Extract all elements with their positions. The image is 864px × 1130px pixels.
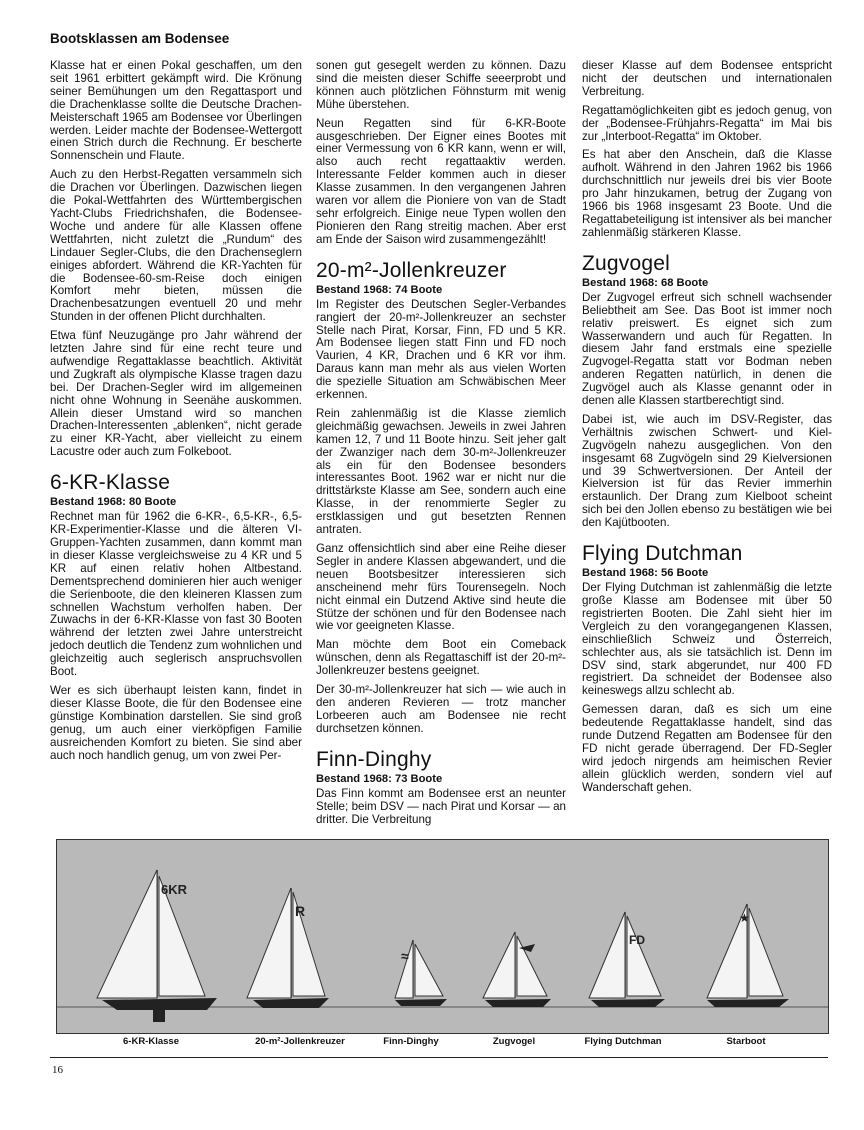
illustration-captions bbox=[56, 1036, 827, 1052]
section-subheading-flying-dutchman: Bestand 1968: 56 Boote bbox=[582, 567, 709, 580]
paragraph: Klasse hat er einen Pokal geschaffen, um den seit 1961 erbittert gekämpft wird. Die Krönung seiner Bemühungen um den Regattasport und die Drachenklasse sollte die Deutsche Drachen-Meisterschaft 1965 am Bodensee vor Überlingen werden. Leider machte der Bodensee-Wettergott einen Strich durch die Rechnung. Er bescherte Sonnenschein und Flaute. bbox=[50, 59, 302, 163]
paragraph: Der 30-m²-Jollenkreuzer hat sich — wie auch in den anderen Revieren — trotz mancher Lorbeeren auch am Bodensee nie recht durchsetzen können. bbox=[316, 683, 566, 735]
paragraph: Es hat aber den Anschein, daß die Klasse aufholt. Während in den Jahren 1962 bis 1966 durchschnittlich nur jeweils drei bis vier Boote pro Jahr hinzukamen, betrug der Zugang von 1966 bis 1968 insgesamt 23 Boote. Und die Regattabeteiligung ist intensiver als bei mancher zahlenmäßig stärkeren Klasse. bbox=[582, 148, 832, 239]
paragraph: Wer es sich überhaupt leisten kann, findet in dieser Klasse Boote, die für den Bodensee eine günstige Kombination darstellen. Sie sind groß genug, um auch einer vierköpfigen Familie ausreichenden Komfort zu bieten. Sie sind aber auch noch handlich genug, um von zwei Per- bbox=[50, 683, 302, 762]
boat-zugvogel bbox=[483, 932, 551, 1007]
caption-finn: Finn-Dinghy bbox=[383, 1036, 439, 1047]
paragraph: Auch zu den Herbst-Regatten versammeln sich die Drachen vor Überlingen. Dazwischen liegen die Pokal-Wettfahrten des Württembergischen Yacht-Clubs Friedrichshafen, die Bodensee-Woche und andere für alle Klassen offene Wettfahrten, nicht zuletzt die „Rundum“ des Lindauer Segler-Clubs, die den Drachenseglern einiges abfordert. Während die KR-Yachten für die Bodensee-60-sm-Reise doch einigen Komfort mehr bieten, müssen die Drachenbesatzungen eventuell 20 und mehr Stunden in der offenen Plicht durchhalten. bbox=[50, 168, 302, 324]
section-subheading-finn: Bestand 1968: 73 Boote bbox=[316, 772, 443, 785]
paragraph: dieser Klasse auf dem Bodensee entspricht nicht der deutschen und internationalen Verbreitung. bbox=[582, 59, 832, 98]
boat-finn bbox=[395, 940, 447, 1006]
section-heading-finn: Finn-Dinghy bbox=[316, 747, 432, 771]
footer-rule bbox=[50, 1057, 828, 1058]
column-2 bbox=[316, 60, 566, 832]
paragraph: Das Finn kommt am Bodensee erst an neunter Stelle; beim DSV — nach Pirat und Korsar — an dritter. Die Verbreitung bbox=[316, 786, 566, 826]
section-subheading-jollenkreuzer: Bestand 1968: 74 Boote bbox=[316, 283, 443, 296]
section-heading-zugvogel: Zugvogel bbox=[582, 251, 670, 275]
section-subheading-6kr: Bestand 1968: 80 Boote bbox=[50, 496, 177, 509]
paragraph: Der Zugvogel erfreut sich schnell wachsender Beliebtheit am See. Das Boot ist immer noch relativ preiswert. Es eignet sich zum Wasserwandern und auch für Regatten. In diesem Jahr fand erstmals eine spezielle Zugvogel-Regatta statt vor Bodman neben anderen Regatten natürlich, in denen die Zugvögel auch als Klasse genannt oder in denen alle Klassen startberechtigt sind. bbox=[582, 290, 832, 408]
sail-mark-fd: FD bbox=[629, 933, 645, 947]
boat-6kr bbox=[97, 870, 217, 1022]
section-subheading-zugvogel: Bestand 1968: 68 Boote bbox=[582, 276, 709, 289]
paragraph: Man möchte dem Boot ein Comeback wünschen, denn als Regattaschiff ist der 20-m²-Jollenkreuzer bestens geeignet. bbox=[316, 638, 566, 678]
boat-jollenkreuzer bbox=[247, 888, 329, 1008]
caption-6kr: 6-KR-Klasse bbox=[123, 1036, 179, 1047]
paragraph: Ganz offensichtlich sind aber eine Reihe dieser Segler in andere Klassen abgewandert, und die neuen Bootsbesitzer interessieren sich anscheinend mehr fürs Tourensegeln. Noch nicht einmal ein Dutzend Aktive sind heute die Stütze der schönen und für den Bodensee nach wie vor geeigneten Klasse. bbox=[316, 542, 566, 633]
paragraph: Rechnet man für 1962 die 6-KR-, 6,5-KR-, 6,5-KR-Experimentier-Klasse und die älteren VI-Gruppen-Yachten zusammen, dann kommt man in dieser Klasse vergleichsweise zu 4 KR und 5 KR auf einen relativ hohen Altbestand. Dementsprechend dominieren hier auch weniger die Serienboote, die den kleineren Klassen zum schnellen Wachstum verholfen haben. Der Zuwachs in der 6-KR-Klasse von fast 30 Booten während der letzten zwei Jahre unterstreicht jedoch deutlich die Tendenz zum wohnlichen und gleichzeitig auch seglerisch anspruchsvollen Boot. bbox=[50, 510, 302, 679]
paragraph: Neun Regatten sind für 6-KR-Boote ausgeschrieben. Der Eigner eines Bootes mit einer Vermessung von 6 KR kann, wenn er will, also auch recht regattaaktiv werden. Interessante Felder kommen auch in dieser Klasse zusammen. In den vergangenen Jahren waren vor allem die Pioniere von van de Stadt sehr erfolgreich. Einige neue Typen wollen den Pionieren den Rang streitig machen. Aber erst am Ende der Saison wird zusammengezählt! bbox=[316, 116, 566, 246]
sail-mark-r: R bbox=[295, 903, 306, 919]
paragraph: Der Flying Dutchman ist zahlenmäßig die letzte große Klasse am Bodensee mit über 50 registrierten Booten. Die Zahl sieht hier im Vergleich zu den vorangegangenen Klassen, einschließlich Schweiz und Österreich, schlechter aus, als sie tatsächlich ist. Denn im DSV sind, stark abgerundet, nur 400 FD registriert. Da schneidet der Bodensee also keineswegs allzu schlecht ab. bbox=[582, 581, 832, 698]
paragraph: Rein zahlenmäßig ist die Klasse ziemlich gleichmäßig gewachsen. Jeweils in zwei Jahren kamen 12, 7 und 11 Boote hinzu. Seit jeher galt der Zwanziger nach dem 30-m²-Jollenkreuzer als ein für den Bodensee besonders interessantes Boot. 1962 war er nicht nur die drittstärkste Klasse am See, sondern auch eine Klasse, in der renommierte Segler zu erstklassigen und gut besetzten Rennen antraten. bbox=[316, 406, 566, 537]
page-header: Bootsklassen am Bodensee bbox=[50, 31, 230, 46]
column-3 bbox=[582, 60, 832, 801]
paragraph: Gemessen daran, daß es sich um eine bedeutende Regattaklasse handelt, sind das runde Dutzend Regatten am Bodensee für den FD nicht gerade überragend. Der FD-Segler wird jedoch nirgends am heimischen Revier allein glücklich werden, sondern viel auf Wanderschaft gehen. bbox=[582, 703, 832, 794]
column-1 bbox=[50, 60, 302, 768]
caption-flying-dutchman: Flying Dutchman bbox=[584, 1036, 662, 1047]
paragraph: Im Register des Deutschen Segler-Verbandes rangiert der 20-m²-Jollenkreuzer an sechster Stelle nach Pirat, Korsar, Finn, FD und 5 KR. Am Bodensee liegen statt Finn und FD noch Vaurien, 4 KR, Drachen und 6 KR vor ihm. Daraus kann man mehr als aus vielen Worten die spezielle Situation am Schwäbischen Meer erkennen. bbox=[316, 297, 566, 402]
paragraph: Etwa fünf Neuzugänge pro Jahr während der letzten Jahre sind für eine recht teure und aufwendige Regattaklasse beachtlich. Aktivität und Zugkraft als olympische Klasse tragen dazu bei. Der Drachen-Segler wird im allgemeinen nicht ohne Wohnung in Seenähe auskommen. Allein dieser Umstand wird so manchen Drachen-Interessenten „ablenken“, nicht gerade zu einer KR-Yacht, aber vielleicht zu einem Lacustre oder auch zum Folkeboot. bbox=[50, 329, 302, 459]
boat-class-illustration bbox=[56, 839, 829, 1034]
section-heading-6kr: 6-KR-Klasse bbox=[50, 471, 171, 495]
section-heading-flying-dutchman: Flying Dutchman bbox=[582, 542, 743, 566]
sail-mark-finn: ≈ bbox=[401, 948, 409, 964]
section-heading-jollenkreuzer: 20-m²-Jollenkreuzer bbox=[316, 258, 507, 282]
sailboat-silhouettes bbox=[57, 840, 828, 1033]
boat-starboot bbox=[707, 904, 789, 1007]
sail-mark-star: ★ bbox=[739, 911, 750, 925]
page-number: 16 bbox=[52, 1064, 63, 1076]
caption-zugvogel: Zugvogel bbox=[492, 1036, 536, 1047]
paragraph: sonen gut gesegelt werden zu können. Dazu sind die meisten dieser Schiffe seeerprobt und können auch plötzlichen Föhnsturm mit wenig Mühe überstehen. bbox=[316, 59, 566, 111]
boat-flying-dutchman bbox=[589, 912, 665, 1007]
paragraph: Dabei ist, wie auch im DSV-Register, das Verhältnis zwischen Schwert- und Kiel-Zugvögeln nahezu ausgeglichen. Von den insgesamt 68 Zugvögeln sind 29 Kielversionen und 39 Schwertversionen. Der Anteil der Kielversion ist für das Revier immerhin erstaunlich. Der Drang zum Kielboot scheint sich bei den Jollen ebenso zu bestätigen wie bei den Kajütbooten. bbox=[582, 412, 832, 530]
sail-mark-6kr: 6KR bbox=[161, 882, 188, 897]
caption-jollenkreuzer: 20-m²-Jollenkreuzer bbox=[255, 1036, 345, 1047]
paragraph: Regattamöglichkeiten gibt es jedoch genug, von der „Bodensee-Frühjahrs-Regatta“ im Mai bis zur „Interboot-Regatta“ im Oktober. bbox=[582, 103, 832, 143]
caption-starboot: Starboot bbox=[726, 1036, 766, 1047]
